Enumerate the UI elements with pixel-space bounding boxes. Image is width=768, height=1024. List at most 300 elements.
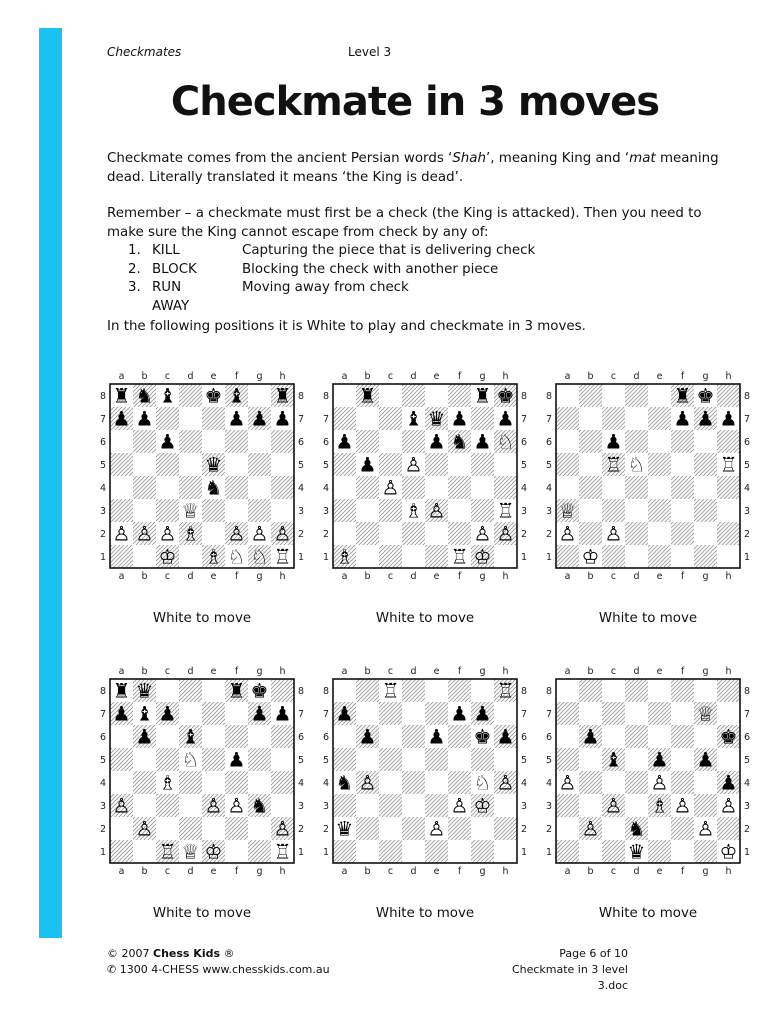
dark-square	[333, 453, 356, 476]
dark-square	[402, 771, 425, 794]
footer-phone-website: ✆ 1300 4-CHESS www.chesskids.com.au	[107, 963, 330, 976]
file-label: e	[656, 666, 663, 677]
remember-paragraph: Remember – a checkmate must first be a check (the King is attacked). Then you need to make sure the King cannot escape from check by any of:	[107, 206, 702, 240]
dark-square	[333, 748, 356, 771]
file-label: a	[341, 571, 348, 582]
light-square	[671, 545, 694, 568]
light-square	[133, 453, 156, 476]
light-square	[448, 453, 471, 476]
rank-label: 2	[322, 529, 330, 540]
page-title: Checkmate in 3 moves	[170, 79, 660, 125]
light-square	[671, 499, 694, 522]
rank-label: 3	[322, 506, 330, 517]
black-pawn-icon: ♟	[650, 747, 669, 772]
dark-square	[625, 384, 648, 407]
dark-square	[671, 771, 694, 794]
black-pawn-icon: ♟	[158, 429, 177, 454]
light-square	[602, 679, 625, 702]
file-label: d	[187, 371, 194, 382]
footer-filename: Checkmate in 3 level 3.doc	[511, 963, 628, 992]
dark-square	[379, 499, 402, 522]
file-label: d	[633, 666, 640, 677]
dark-square	[648, 840, 671, 863]
light-square	[179, 453, 202, 476]
rank-label: 4	[520, 778, 528, 789]
rule-number: 2.	[128, 261, 141, 277]
file-label: e	[433, 571, 440, 582]
dark-square	[133, 476, 156, 499]
light-square	[556, 430, 579, 453]
light-square	[379, 430, 402, 453]
light-square	[133, 840, 156, 863]
file-label: b	[587, 866, 594, 877]
dark-square	[602, 702, 625, 725]
file-label: h	[725, 866, 732, 877]
light-square	[133, 499, 156, 522]
rank-label: 8	[520, 686, 528, 697]
light-square	[356, 794, 379, 817]
dark-square	[602, 499, 625, 522]
black-queen-icon: ♛	[427, 406, 446, 431]
light-square	[425, 476, 448, 499]
dark-square	[356, 817, 379, 840]
file-label: e	[210, 571, 217, 582]
rank-label: 6	[297, 437, 305, 448]
dark-square	[333, 840, 356, 863]
black-knight-icon: ♞	[250, 793, 269, 818]
dark-square	[556, 794, 579, 817]
position-caption: White to move	[375, 906, 475, 921]
black-bishop-icon: ♝	[227, 383, 246, 408]
light-square	[333, 725, 356, 748]
light-square	[402, 840, 425, 863]
rank-label: 3	[743, 801, 751, 812]
black-bishop-icon: ♝	[181, 724, 200, 749]
light-square	[625, 794, 648, 817]
dark-square	[225, 725, 248, 748]
light-square	[179, 545, 202, 568]
file-label: f	[234, 571, 239, 582]
intro-word-mat: mat	[629, 151, 656, 166]
file-label: c	[610, 371, 617, 382]
rank-label: 6	[322, 437, 330, 448]
black-pawn-icon: ♟	[496, 724, 515, 749]
file-label: b	[587, 571, 594, 582]
light-square	[248, 430, 271, 453]
white-pawn-icon: ♙	[650, 770, 669, 795]
dark-square	[156, 794, 179, 817]
file-label: a	[118, 371, 125, 382]
dark-square	[425, 748, 448, 771]
black-pawn-icon: ♟	[604, 429, 623, 454]
light-square	[625, 702, 648, 725]
file-label: h	[725, 371, 732, 382]
white-pawn-icon: ♙	[604, 793, 623, 818]
rank-label: 1	[322, 552, 330, 563]
light-square	[471, 817, 494, 840]
light-square	[694, 679, 717, 702]
rank-label: 3	[297, 506, 305, 517]
rank-label: 6	[520, 437, 528, 448]
dark-square	[556, 840, 579, 863]
dark-square	[671, 476, 694, 499]
dark-square	[556, 748, 579, 771]
file-label: e	[656, 866, 663, 877]
dark-square	[579, 522, 602, 545]
file-label: g	[479, 371, 486, 382]
black-rook-icon: ♜	[112, 678, 131, 703]
file-label: c	[610, 666, 617, 677]
black-knight-icon: ♞	[450, 429, 469, 454]
light-square	[648, 476, 671, 499]
rank-label: 3	[743, 506, 751, 517]
dark-square	[448, 522, 471, 545]
dark-square	[271, 725, 294, 748]
black-queen-icon: ♛	[135, 678, 154, 703]
white-pawn-icon: ♙	[719, 793, 738, 818]
rank-label: 2	[520, 529, 528, 540]
light-square	[648, 679, 671, 702]
rank-label: 1	[99, 552, 107, 563]
rank-label: 5	[297, 755, 305, 766]
white-rook-icon: ♖	[273, 544, 292, 569]
file-label: a	[118, 571, 125, 582]
dark-square	[156, 748, 179, 771]
black-pawn-icon: ♟	[112, 406, 131, 431]
dark-square	[717, 384, 740, 407]
rank-label: 6	[545, 437, 553, 448]
file-label: f	[457, 371, 462, 382]
dark-square	[110, 453, 133, 476]
file-label: d	[187, 666, 194, 677]
dark-square	[671, 522, 694, 545]
light-square	[110, 817, 133, 840]
dark-square	[379, 794, 402, 817]
dark-square	[402, 522, 425, 545]
rank-label: 6	[520, 732, 528, 743]
dark-square	[694, 499, 717, 522]
light-square	[648, 522, 671, 545]
file-label: a	[341, 371, 348, 382]
black-pawn-icon: ♟	[673, 406, 692, 431]
rank-label: 4	[520, 483, 528, 494]
light-square	[156, 679, 179, 702]
dark-square	[402, 725, 425, 748]
file-label: g	[702, 571, 709, 582]
dark-square	[425, 702, 448, 725]
black-pawn-icon: ♟	[335, 429, 354, 454]
dark-square	[694, 453, 717, 476]
position-diagram	[544, 662, 752, 930]
dark-square	[402, 430, 425, 453]
black-king-icon: ♚	[719, 724, 738, 749]
rank-label: 6	[322, 732, 330, 743]
dark-square	[671, 725, 694, 748]
white-bishop-icon: ♗	[404, 498, 423, 523]
white-pawn-icon: ♙	[604, 521, 623, 546]
dark-square	[202, 499, 225, 522]
white-king-icon: ♔	[581, 544, 600, 569]
position-caption: White to move	[152, 611, 252, 626]
rank-label: 4	[99, 483, 107, 494]
intro-paragraph	[107, 150, 727, 187]
white-rook-icon: ♖	[158, 839, 177, 864]
black-pawn-icon: ♟	[227, 406, 246, 431]
light-square	[248, 817, 271, 840]
rank-label: 7	[545, 414, 553, 425]
light-square	[333, 384, 356, 407]
file-label: b	[587, 666, 594, 677]
chess-board	[98, 662, 306, 898]
file-label: d	[410, 371, 417, 382]
position-caption: White to move	[598, 906, 698, 921]
light-square	[471, 476, 494, 499]
file-label: a	[564, 866, 571, 877]
black-bishop-icon: ♝	[158, 383, 177, 408]
file-label: b	[587, 371, 594, 382]
rank-label: 5	[322, 755, 330, 766]
light-square	[179, 794, 202, 817]
dark-square	[248, 453, 271, 476]
rank-label: 7	[322, 709, 330, 720]
dark-square	[333, 407, 356, 430]
dark-square	[179, 384, 202, 407]
white-bishop-icon: ♗	[335, 544, 354, 569]
dark-square	[356, 476, 379, 499]
white-king-icon: ♔	[158, 544, 177, 569]
light-square	[110, 476, 133, 499]
file-label: c	[610, 571, 617, 582]
black-pawn-icon: ♟	[473, 429, 492, 454]
dark-square	[556, 407, 579, 430]
file-label: c	[164, 571, 171, 582]
light-square	[556, 725, 579, 748]
light-square	[248, 771, 271, 794]
dark-square	[356, 522, 379, 545]
black-pawn-icon: ♟	[335, 701, 354, 726]
white-king-icon: ♔	[473, 793, 492, 818]
light-square	[579, 453, 602, 476]
white-rook-icon: ♖	[273, 839, 292, 864]
rank-label: 3	[545, 801, 553, 812]
dark-square	[671, 679, 694, 702]
dark-square	[202, 407, 225, 430]
light-square	[579, 499, 602, 522]
light-square	[694, 522, 717, 545]
file-label: f	[457, 866, 462, 877]
position-diagram	[321, 662, 529, 930]
light-square	[271, 794, 294, 817]
light-square	[356, 407, 379, 430]
black-king-icon: ♚	[473, 724, 492, 749]
rank-label: 8	[743, 686, 751, 697]
dark-square	[448, 771, 471, 794]
dark-square	[179, 476, 202, 499]
chess-board	[321, 662, 529, 898]
dark-square	[448, 476, 471, 499]
light-square	[556, 817, 579, 840]
rank-label: 3	[297, 801, 305, 812]
black-rook-icon: ♜	[673, 383, 692, 408]
light-square	[156, 476, 179, 499]
white-bishop-icon: ♗	[158, 770, 177, 795]
rule-number: 1.	[128, 243, 141, 258]
dark-square	[579, 430, 602, 453]
dark-square	[602, 407, 625, 430]
light-square	[179, 702, 202, 725]
white-pawn-icon: ♙	[135, 521, 154, 546]
file-label: h	[279, 371, 286, 382]
dark-square	[379, 840, 402, 863]
white-pawn-icon: ♙	[227, 793, 246, 818]
dark-square	[156, 499, 179, 522]
chess-board	[98, 367, 306, 603]
white-pawn-icon: ♙	[696, 816, 715, 841]
light-square	[225, 499, 248, 522]
white-pawn-icon: ♙	[496, 770, 515, 795]
rule-description: Moving away from check	[242, 280, 409, 295]
black-king-icon: ♚	[204, 383, 223, 408]
header-section-label: Checkmates	[107, 45, 182, 59]
rank-label: 8	[545, 686, 553, 697]
file-label: b	[364, 666, 371, 677]
rank-label: 6	[743, 437, 751, 448]
footer-page-number: Page 6 of 10	[559, 947, 628, 960]
rank-label: 7	[545, 709, 553, 720]
light-square	[379, 725, 402, 748]
light-square	[379, 384, 402, 407]
white-pawn-icon: ♙	[558, 521, 577, 546]
file-label: a	[118, 666, 125, 677]
white-queen-icon: ♕	[181, 498, 200, 523]
file-label: e	[656, 371, 663, 382]
white-rook-icon: ♖	[496, 498, 515, 523]
dark-square	[556, 545, 579, 568]
file-label: e	[210, 666, 217, 677]
dark-square	[356, 430, 379, 453]
white-pawn-icon: ♙	[427, 816, 446, 841]
dark-square	[425, 545, 448, 568]
rank-label: 2	[545, 824, 553, 835]
file-label: g	[702, 371, 709, 382]
light-square	[110, 725, 133, 748]
intro-word-shah: Shah	[452, 151, 486, 166]
rank-label: 8	[99, 686, 107, 697]
file-label: d	[633, 866, 640, 877]
light-square	[694, 771, 717, 794]
file-label: f	[234, 371, 239, 382]
black-bishop-icon: ♝	[404, 406, 423, 431]
footer-page-info	[500, 946, 628, 994]
file-label: e	[433, 666, 440, 677]
light-square	[133, 748, 156, 771]
rank-label: 7	[520, 414, 528, 425]
black-pawn-icon: ♟	[496, 406, 515, 431]
light-square	[448, 840, 471, 863]
dark-square	[225, 817, 248, 840]
file-label: b	[141, 371, 148, 382]
white-knight-icon: ♘	[473, 770, 492, 795]
light-square	[494, 702, 517, 725]
dark-square	[225, 771, 248, 794]
black-pawn-icon: ♟	[358, 724, 377, 749]
light-square	[494, 840, 517, 863]
dark-square	[494, 476, 517, 499]
dark-square	[271, 430, 294, 453]
light-square	[248, 725, 271, 748]
light-square	[579, 702, 602, 725]
dark-square	[133, 771, 156, 794]
black-pawn-icon: ♟	[358, 452, 377, 477]
light-square	[717, 499, 740, 522]
rank-label: 4	[322, 778, 330, 789]
light-square	[625, 499, 648, 522]
light-square	[225, 702, 248, 725]
rank-label: 3	[520, 506, 528, 517]
rank-label: 1	[99, 847, 107, 858]
white-bishop-icon: ♗	[181, 521, 200, 546]
light-square	[248, 476, 271, 499]
white-king-icon: ♔	[719, 839, 738, 864]
white-pawn-icon: ♙	[112, 521, 131, 546]
white-knight-icon: ♘	[627, 452, 646, 477]
black-king-icon: ♚	[496, 383, 515, 408]
file-label: a	[564, 666, 571, 677]
dark-square	[202, 748, 225, 771]
dark-square	[579, 476, 602, 499]
footer-contact	[107, 946, 330, 978]
file-label: c	[387, 571, 394, 582]
dark-square	[379, 748, 402, 771]
black-pawn-icon: ♟	[273, 701, 292, 726]
rank-label: 5	[545, 460, 553, 471]
dark-square	[110, 499, 133, 522]
light-square	[694, 725, 717, 748]
black-king-icon: ♚	[696, 383, 715, 408]
rank-label: 4	[743, 483, 751, 494]
light-square	[202, 430, 225, 453]
rank-label: 7	[743, 414, 751, 425]
light-square	[402, 794, 425, 817]
dark-square	[448, 725, 471, 748]
dark-square	[271, 771, 294, 794]
dark-square	[333, 794, 356, 817]
dark-square	[648, 702, 671, 725]
light-square	[425, 522, 448, 545]
light-square	[717, 702, 740, 725]
white-rook-icon: ♖	[719, 452, 738, 477]
light-square	[402, 545, 425, 568]
rank-label: 1	[322, 847, 330, 858]
file-label: b	[364, 371, 371, 382]
dark-square	[648, 499, 671, 522]
dark-square	[179, 817, 202, 840]
file-label: h	[279, 666, 286, 677]
file-label: c	[164, 866, 171, 877]
rank-label: 6	[297, 732, 305, 743]
light-square	[602, 384, 625, 407]
rank-label: 5	[545, 755, 553, 766]
file-label: e	[210, 866, 217, 877]
rank-label: 2	[297, 824, 305, 835]
rank-label: 4	[545, 778, 553, 789]
white-knight-icon: ♘	[227, 544, 246, 569]
dark-square	[625, 476, 648, 499]
black-queen-icon: ♛	[335, 816, 354, 841]
rank-label: 1	[545, 552, 553, 563]
light-square	[271, 499, 294, 522]
light-square	[248, 384, 271, 407]
